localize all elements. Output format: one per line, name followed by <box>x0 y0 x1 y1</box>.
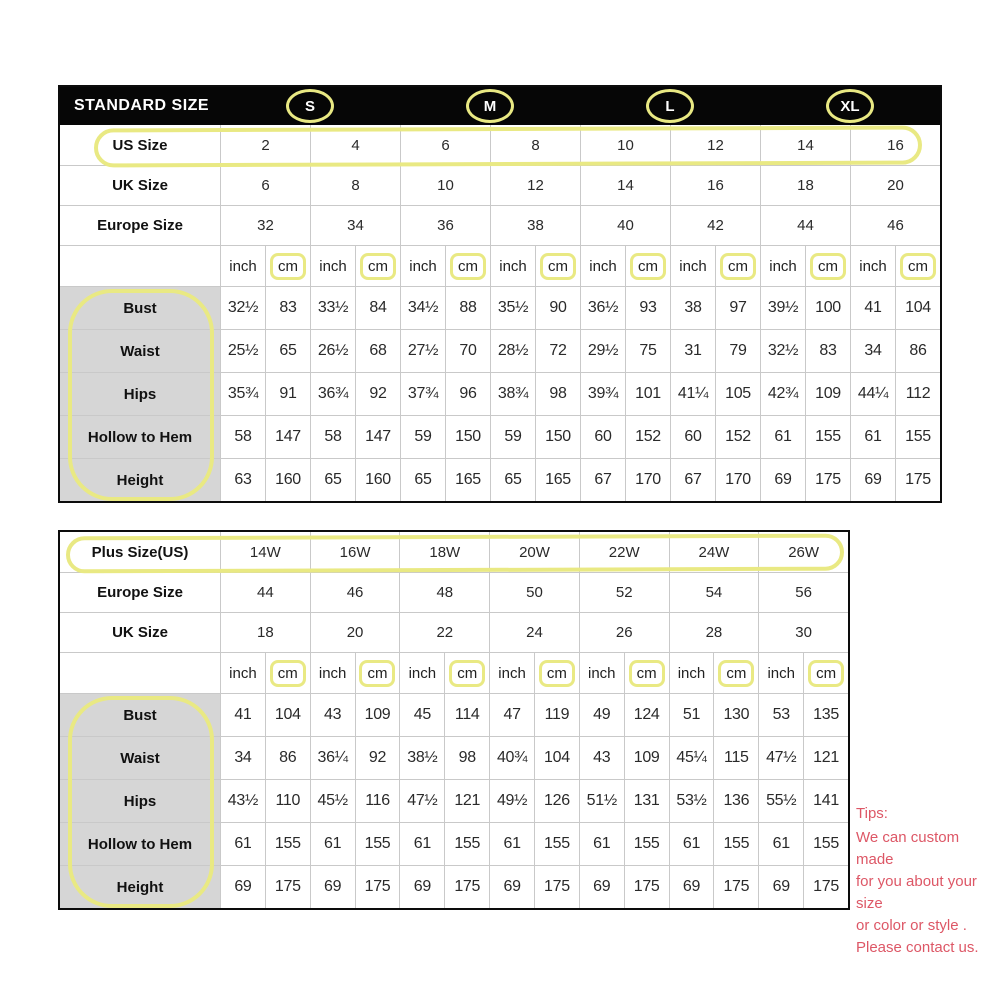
measure-value: 93 <box>625 287 670 329</box>
row-label: US Size <box>112 136 168 154</box>
inch-label: inch <box>850 246 895 286</box>
size-value: 18 <box>760 166 850 205</box>
measure-value: 83 <box>805 330 850 372</box>
measure-value: 55½ <box>758 780 803 822</box>
size-value: 16 <box>850 125 940 165</box>
measure-value: 150 <box>445 416 490 458</box>
measure-label: Height <box>60 866 220 908</box>
measure-value: 124 <box>624 694 669 736</box>
measure-label: Hips <box>60 780 220 822</box>
measure-value: 65 <box>265 330 310 372</box>
measure-value: 32½ <box>220 287 265 329</box>
measure-value: 175 <box>265 866 310 908</box>
size-value: 12 <box>670 125 760 165</box>
size-value: 28 <box>669 613 759 652</box>
cm-cell <box>625 246 670 286</box>
measure-row <box>60 736 848 779</box>
measure-value: 98 <box>535 373 580 415</box>
measure-value: 34 <box>220 737 265 779</box>
measure-value: 26½ <box>310 330 355 372</box>
size-value: 30 <box>758 613 848 652</box>
size-value: 14 <box>760 125 850 165</box>
measure-value: 58 <box>310 416 355 458</box>
measure-label: Bust <box>60 287 220 329</box>
size-value: 36 <box>400 206 490 245</box>
measure-label: Hollow to Hem <box>60 416 220 458</box>
row-label: Europe Size <box>97 584 183 601</box>
measure-value: 61 <box>758 823 803 865</box>
measure-value: 109 <box>624 737 669 779</box>
inch-label: inch <box>220 653 265 693</box>
measure-value: 175 <box>803 866 848 908</box>
measure-value: 104 <box>534 737 579 779</box>
cm-cell <box>624 653 669 693</box>
cm-highlight-box: cm <box>360 253 396 280</box>
cm-highlight-box: cm <box>808 660 844 687</box>
measure-value: 155 <box>803 823 848 865</box>
size-value: 8 <box>310 166 400 205</box>
measure-value: 41 <box>850 287 895 329</box>
cm-cell <box>265 246 310 286</box>
measure-value: 165 <box>445 459 490 501</box>
size-value: 26 <box>579 613 669 652</box>
measure-value: 175 <box>534 866 579 908</box>
measure-value: 47½ <box>758 737 803 779</box>
measure-value: 38¾ <box>490 373 535 415</box>
measure-value: 114 <box>444 694 489 736</box>
measure-value: 109 <box>355 694 400 736</box>
measure-value: 100 <box>805 287 850 329</box>
measure-value: 135 <box>803 694 848 736</box>
measure-value: 27½ <box>400 330 445 372</box>
unit-row-label <box>60 653 220 693</box>
cm-highlight-box: cm <box>270 660 306 687</box>
size-row <box>60 612 848 652</box>
size-value: 44 <box>760 206 850 245</box>
inch-label: inch <box>760 246 805 286</box>
measure-value: 69 <box>669 866 714 908</box>
measure-value: 175 <box>355 866 400 908</box>
measure-value: 36½ <box>580 287 625 329</box>
measure-value: 155 <box>713 823 758 865</box>
unit-row-label <box>60 246 220 286</box>
measure-value: 28½ <box>490 330 535 372</box>
measure-value: 53½ <box>669 780 714 822</box>
cm-cell <box>445 246 490 286</box>
size-value: 20 <box>850 166 940 205</box>
measure-value: 126 <box>534 780 579 822</box>
size-value: 46 <box>310 573 400 612</box>
measure-value: 121 <box>444 780 489 822</box>
size-row <box>60 572 848 612</box>
measure-value: 155 <box>534 823 579 865</box>
measure-label: Hips <box>60 373 220 415</box>
inch-label: inch <box>490 246 535 286</box>
cm-highlight-box: cm <box>450 253 486 280</box>
measure-value: 105 <box>715 373 760 415</box>
measure-value: 112 <box>895 373 940 415</box>
standard-size-title: STANDARD SIZE <box>74 97 210 114</box>
measure-row <box>60 822 848 865</box>
measure-value: 175 <box>713 866 758 908</box>
measure-value: 49 <box>579 694 624 736</box>
measure-row <box>60 458 940 501</box>
measure-value: 37¾ <box>400 373 445 415</box>
measure-value: 34½ <box>400 287 445 329</box>
measure-label: Bust <box>60 694 220 736</box>
measure-value: 155 <box>895 416 940 458</box>
tips-line: for you about your size <box>856 873 977 912</box>
tips-line: or color or style . <box>856 917 967 934</box>
measure-value: 41 <box>220 694 265 736</box>
measure-value: 130 <box>713 694 758 736</box>
measure-value: 104 <box>895 287 940 329</box>
measure-value: 69 <box>220 866 265 908</box>
measure-value: 43 <box>579 737 624 779</box>
cm-cell <box>805 246 850 286</box>
measure-value: 35¾ <box>220 373 265 415</box>
size-value: 6 <box>220 166 310 205</box>
measure-value: 75 <box>625 330 670 372</box>
measure-value: 25½ <box>220 330 265 372</box>
measure-value: 49½ <box>489 780 534 822</box>
size-value: 18W <box>399 532 489 572</box>
size-value: 14 <box>580 166 670 205</box>
tips-note <box>856 803 998 959</box>
standard-size-rows <box>60 125 940 501</box>
measure-value: 96 <box>445 373 490 415</box>
measure-value: 61 <box>579 823 624 865</box>
measure-value: 152 <box>625 416 670 458</box>
inch-label: inch <box>310 653 355 693</box>
size-value: 54 <box>669 573 759 612</box>
measure-label: Height <box>60 459 220 501</box>
measure-value: 69 <box>760 459 805 501</box>
measure-value: 104 <box>265 694 310 736</box>
measure-value: 61 <box>489 823 534 865</box>
measure-value: 97 <box>715 287 760 329</box>
cm-highlight-box: cm <box>718 660 754 687</box>
size-value: 34 <box>310 206 400 245</box>
measure-value: 38½ <box>399 737 444 779</box>
cm-cell <box>444 653 489 693</box>
measure-value: 58 <box>220 416 265 458</box>
measure-value: 59 <box>490 416 535 458</box>
size-value: 48 <box>399 573 489 612</box>
size-value: 24W <box>669 532 759 572</box>
cm-cell <box>803 653 848 693</box>
size-value: 20W <box>489 532 579 572</box>
measure-value: 92 <box>355 737 400 779</box>
measure-value: 79 <box>715 330 760 372</box>
size-row <box>60 532 848 572</box>
row-label: Plus Size(US) <box>91 543 189 561</box>
inch-label: inch <box>489 653 534 693</box>
measure-value: 67 <box>670 459 715 501</box>
size-value: 8 <box>490 125 580 165</box>
cm-cell <box>355 653 400 693</box>
measure-value: 150 <box>535 416 580 458</box>
measure-value: 60 <box>580 416 625 458</box>
measure-value: 41¼ <box>670 373 715 415</box>
measure-value: 147 <box>355 416 400 458</box>
measure-value: 86 <box>895 330 940 372</box>
measure-label: Hollow to Hem <box>60 823 220 865</box>
inch-label: inch <box>400 246 445 286</box>
measure-value: 45¼ <box>669 737 714 779</box>
size-row <box>60 165 940 205</box>
size-value: 6 <box>400 125 490 165</box>
size-value: 40 <box>580 206 670 245</box>
measure-value: 40¾ <box>489 737 534 779</box>
row-label: UK Size <box>112 624 168 641</box>
size-row <box>60 125 940 165</box>
cm-highlight-box: cm <box>540 253 576 280</box>
measure-value: 116 <box>355 780 400 822</box>
measure-value: 160 <box>355 459 400 501</box>
measure-value: 101 <box>625 373 670 415</box>
measure-value: 43½ <box>220 780 265 822</box>
measure-value: 165 <box>535 459 580 501</box>
measure-value: 68 <box>355 330 400 372</box>
measure-row <box>60 372 940 415</box>
measure-row <box>60 865 848 908</box>
tips-title: Tips: <box>856 805 888 822</box>
size-value: 4 <box>310 125 400 165</box>
measure-value: 88 <box>445 287 490 329</box>
cm-highlight-box: cm <box>720 253 756 280</box>
size-value: 10 <box>400 166 490 205</box>
cm-cell <box>713 653 758 693</box>
measure-value: 38 <box>670 287 715 329</box>
size-value: 32 <box>220 206 310 245</box>
size-value: 50 <box>489 573 579 612</box>
inch-label: inch <box>220 246 265 286</box>
size-l-highlight-circle: L <box>646 89 694 123</box>
measure-value: 61 <box>399 823 444 865</box>
size-s-highlight-circle: S <box>286 89 334 123</box>
measure-value: 155 <box>265 823 310 865</box>
measure-value: 45 <box>399 694 444 736</box>
cm-highlight-box: cm <box>810 253 846 280</box>
measure-value: 34 <box>850 330 895 372</box>
size-m-highlight-circle: M <box>466 89 514 123</box>
measure-value: 45½ <box>310 780 355 822</box>
measure-value: 65 <box>490 459 535 501</box>
measure-value: 59 <box>400 416 445 458</box>
measure-value: 69 <box>399 866 444 908</box>
measure-value: 110 <box>265 780 310 822</box>
measure-value: 131 <box>624 780 669 822</box>
measure-value: 175 <box>624 866 669 908</box>
measure-value: 155 <box>444 823 489 865</box>
standard-size-table <box>58 85 942 503</box>
measure-value: 39½ <box>760 287 805 329</box>
measure-value: 155 <box>355 823 400 865</box>
measure-value: 70 <box>445 330 490 372</box>
measure-value: 29½ <box>580 330 625 372</box>
measure-value: 155 <box>805 416 850 458</box>
measure-value: 61 <box>310 823 355 865</box>
measure-value: 36¾ <box>310 373 355 415</box>
size-value: 12 <box>490 166 580 205</box>
measure-value: 141 <box>803 780 848 822</box>
measure-row <box>60 779 848 822</box>
measure-value: 115 <box>713 737 758 779</box>
measure-value: 119 <box>534 694 579 736</box>
plus-size-rows <box>60 532 848 908</box>
measure-row <box>60 286 940 329</box>
measure-value: 109 <box>805 373 850 415</box>
measure-value: 61 <box>760 416 805 458</box>
measure-value: 43 <box>310 694 355 736</box>
measure-value: 83 <box>265 287 310 329</box>
measure-value: 92 <box>355 373 400 415</box>
size-value: 52 <box>579 573 669 612</box>
measure-value: 152 <box>715 416 760 458</box>
measure-value: 63 <box>220 459 265 501</box>
size-value: 56 <box>758 573 848 612</box>
inch-label: inch <box>670 246 715 286</box>
cm-highlight-box: cm <box>359 660 395 687</box>
cm-cell <box>535 246 580 286</box>
unit-row <box>60 652 848 693</box>
measure-value: 51½ <box>579 780 624 822</box>
measure-value: 65 <box>310 459 355 501</box>
size-value: 16W <box>310 532 400 572</box>
measure-value: 53 <box>758 694 803 736</box>
cm-highlight-box: cm <box>539 660 575 687</box>
size-value: 16 <box>670 166 760 205</box>
plus-size-table <box>58 530 850 910</box>
size-row <box>60 205 940 245</box>
inch-label: inch <box>580 246 625 286</box>
measure-value: 31 <box>670 330 715 372</box>
measure-value: 69 <box>489 866 534 908</box>
cm-cell <box>265 653 310 693</box>
size-value: 42 <box>670 206 760 245</box>
row-label: Europe Size <box>97 217 183 234</box>
cm-cell <box>895 246 940 286</box>
measure-value: 72 <box>535 330 580 372</box>
measure-value: 61 <box>220 823 265 865</box>
measure-value: 65 <box>400 459 445 501</box>
inch-label: inch <box>669 653 714 693</box>
cm-cell <box>355 246 400 286</box>
measure-value: 160 <box>265 459 310 501</box>
measure-value: 170 <box>715 459 760 501</box>
measure-value: 175 <box>805 459 850 501</box>
inch-label: inch <box>399 653 444 693</box>
measure-value: 33½ <box>310 287 355 329</box>
measure-value: 47½ <box>399 780 444 822</box>
measure-value: 121 <box>803 737 848 779</box>
measure-value: 69 <box>310 866 355 908</box>
measure-value: 61 <box>850 416 895 458</box>
measure-value: 44¼ <box>850 373 895 415</box>
size-value: 26W <box>758 532 848 572</box>
standard-size-header <box>60 87 940 125</box>
cm-cell <box>715 246 760 286</box>
inch-label: inch <box>579 653 624 693</box>
measure-value: 175 <box>895 459 940 501</box>
measure-value: 147 <box>265 416 310 458</box>
size-value: 46 <box>850 206 940 245</box>
measure-value: 91 <box>265 373 310 415</box>
measure-value: 90 <box>535 287 580 329</box>
measure-value: 42¾ <box>760 373 805 415</box>
size-value: 20 <box>310 613 400 652</box>
inch-label: inch <box>758 653 803 693</box>
measure-label: Waist <box>60 737 220 779</box>
size-value: 14W <box>220 532 310 572</box>
measure-value: 69 <box>579 866 624 908</box>
cm-highlight-box: cm <box>270 253 306 280</box>
measure-value: 35½ <box>490 287 535 329</box>
size-value: 22 <box>399 613 489 652</box>
row-label: UK Size <box>112 177 168 194</box>
size-value: 10 <box>580 125 670 165</box>
measure-value: 61 <box>669 823 714 865</box>
measure-value: 175 <box>444 866 489 908</box>
size-value: 44 <box>220 573 310 612</box>
measure-value: 39¾ <box>580 373 625 415</box>
measure-value: 84 <box>355 287 400 329</box>
size-value: 38 <box>490 206 580 245</box>
size-xl-highlight-circle: XL <box>826 89 874 123</box>
cm-highlight-box: cm <box>449 660 485 687</box>
tips-line: Please contact us. <box>856 939 979 956</box>
measure-row <box>60 693 848 736</box>
measure-value: 67 <box>580 459 625 501</box>
measure-row <box>60 415 940 458</box>
measure-value: 47 <box>489 694 534 736</box>
measure-value: 155 <box>624 823 669 865</box>
cm-highlight-box: cm <box>900 253 936 280</box>
measure-value: 32½ <box>760 330 805 372</box>
inch-label: inch <box>310 246 355 286</box>
size-value: 18 <box>220 613 310 652</box>
cm-cell <box>534 653 579 693</box>
measure-row <box>60 329 940 372</box>
cm-highlight-box: cm <box>630 253 666 280</box>
measure-value: 98 <box>444 737 489 779</box>
size-value: 22W <box>579 532 669 572</box>
measure-value: 86 <box>265 737 310 779</box>
measure-value: 60 <box>670 416 715 458</box>
measure-value: 36¼ <box>310 737 355 779</box>
measure-value: 136 <box>713 780 758 822</box>
tips-line: We can custom made <box>856 829 960 868</box>
measure-value: 69 <box>758 866 803 908</box>
measure-value: 69 <box>850 459 895 501</box>
measure-label: Waist <box>60 330 220 372</box>
cm-highlight-box: cm <box>629 660 665 687</box>
measure-value: 51 <box>669 694 714 736</box>
size-value: 2 <box>220 125 310 165</box>
size-value: 24 <box>489 613 579 652</box>
measure-value: 170 <box>625 459 670 501</box>
unit-row <box>60 245 940 286</box>
